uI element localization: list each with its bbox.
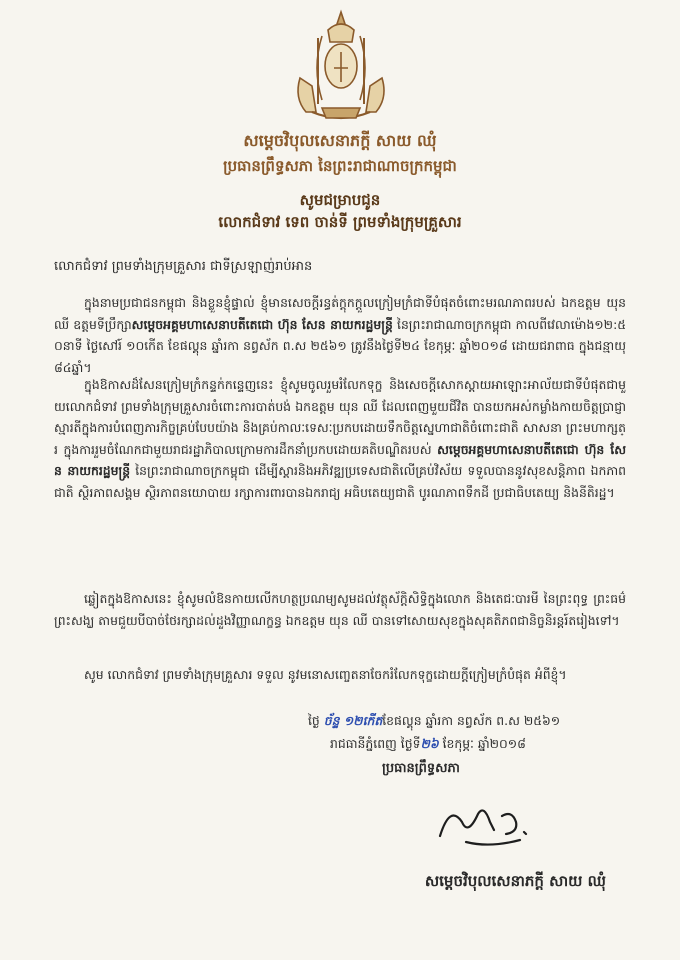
sender-title: ប្រធានព្រឹទ្ធសភា នៃព្រះរាជាណាចក្រកម្ពុជា: [223, 157, 457, 175]
paragraph-1: [54, 292, 626, 378]
paragraph-3: ឆ្លៀតក្នុងឱកាសនេះ ខ្ញុំសូមលំឱនកាយលើកហត្ថប្រណម្យសូមដល់វត្ថុស័ក្តិសិទ្ធិក្នុងលោក និងតេជៈបារមី នៃព្រះពុទ្ធ ព្រះធម៌ ព្រះសង្ឃ តាមជួយបីបាច់ថែរក្សាដល់ដួងវិញ្ញាណក្ខន្ធ ឯកឧត្តម យុន ឈី បានទៅសោយសុខក្នុងសុគតិភពជានិច្ចនិរន្តរ៍តរៀងទៅ។: [54, 591, 626, 628]
solar-date-rest: ខែកុម្ភៈ ឆ្នាំ២០១៨: [442, 736, 526, 751]
royal-coat-of-arms-emblem: [282, 8, 400, 126]
sender-name: សម្តេចវិបុលសេនាភក្តី សាយ ឈុំ: [243, 131, 437, 150]
paragraph-1-text: ក្នុងនាមប្រជាជនកម្ពុជា និងខ្លួនខ្ញុំផ្ទាល់ ខ្ញុំមានសេចក្តីរន្ធត់ក្តុកក្តួលក្រៀមក្រំជាទីបំផុតចំពោះមរណភាពរបស់ ឯកឧត្តម យុន ឈី ឧត្តមទីប្រឹក្សា: [54, 295, 626, 332]
paragraph-1-bold: សម្តេចអគ្គមហាសេនាបតីតេជោ ហ៊ុន សែន នាយករដ្ឋមន្ត្រី: [131, 316, 393, 332]
lunar-date-handwritten: ច័ន្ទ ១២កើត: [323, 713, 383, 728]
paragraph-2-bold: សម្តេចអគ្គមហាសេនាបតីតេជោ ហ៊ុន សែន នាយករដ្ឋមន្ត្រី: [54, 441, 626, 478]
salutation: លោកជំទាវ ព្រមទាំងក្រុមគ្រួសារ ជាទីស្រឡាញ់រាប់អាន: [54, 259, 313, 274]
paragraph-2: [54, 374, 626, 503]
handwritten-signature: [420, 792, 560, 852]
signer-role: ប្រធានព្រឹទ្ធសភា: [382, 761, 460, 776]
recipient-line-2: លោកជំទាវ ទេព ចាន់ទី ព្រមទាំងក្រុមគ្រួសារ: [218, 213, 462, 231]
paragraph-2-text: ក្នុងឱកាសដ៏សែនក្រៀមក្រំកន្ទក់កន្ទេញនេះ ខ្ញុំសូមចូលរួមរំលែកទុក្ខ និងសេចក្តីសោកស្តាយអាឡោះអាល័យជាទីបំផុតជាមួយលោកជំទាវ ព្រមទាំងក្រុមគ្រួសារចំពោះការបាត់បង់ ឯកឧត្តម យុន ឈី ដែលពេញមួយជីវិត បានយកអស់កម្លាំងកាយចិត្តប្រាជ្ញាស្មារតីក្នុងការបំពេញភារកិច្ចគ្រប់បែបយ៉ាង និងគ្រប់កាលៈទេសៈប្រកបដោយទឹកចិត្តស្នេហាជាតិចំពោះជាតិ សាសនា ព្រះមហាក្សត្រ ក្នុងការរួមចំណែកជាមួយរាជរដ្ឋាភិបាលក្រោមការដឹកនាំប្រកបដោយគតិបណ្ឌិតរបស់: [54, 377, 626, 457]
solar-date-prefix: រាជធានីភ្នំពេញ ថ្ងៃទី: [330, 736, 421, 751]
paragraph-1-rest: នៃព្រះរាជាណាចក្រកម្ពុជា កាលពីវេលាម៉ោង១២:៥០នាទី ថ្ងៃសៅរ៍ ១០កើត ខែផល្គុន ឆ្នាំរកា នព្វស័ក ព.ស ២៥៦១ ត្រូវនឹងថ្ងៃទី២៤ ខែកុម្ភៈ ឆ្នាំ២០១៨ ដោយជរាពាធ ក្នុងជន្មាយុ ៨៤ឆ្នាំ។: [54, 316, 627, 375]
paragraph-4: សូម លោកជំទាវ ព្រមទាំងក្រុមគ្រួសារ ទទួល នូវមនោសញ្ចេតនាចែករំលែកទុក្ខដោយក្តីក្រៀមក្រំបំផុត អំពីខ្ញុំ។: [84, 667, 567, 682]
recipient-line-1: សូមជម្រាបជូន: [299, 191, 381, 209]
lunar-date-line: [308, 713, 560, 732]
paragraph-2-rest: នៃព្រះរាជាណាចក្រកម្ពុជា ដើម្បីស្តារនិងអភិវឌ្ឍប្រទេសជាតិលើគ្រប់វិស័យ ទទួលបាននូវសុខសន្តិភាព ឯកភាពជាតិ ស្ថិរភាពសង្គម ស្ថិរភាពនយោបាយ រក្សាការពារបានឯករាជ្យ អធិបតេយ្យជាតិ បូរណភាពទឹកដី ប្រជាធិបតេយ្យ និងនីតិរដ្ឋ។: [54, 463, 626, 500]
lunar-date-prefix: ថ្ងៃ: [308, 713, 320, 728]
signer-name: សម្តេចវិបុលសេនាភក្តី សាយ ឈុំ: [424, 872, 606, 890]
solar-date-handwritten: ២៦: [420, 736, 439, 751]
lunar-date-rest: ខែផល្គុន ឆ្នាំរកា នព្វស័ក ព.ស ២៥៦១: [382, 713, 561, 728]
solar-date-line: [330, 736, 526, 755]
